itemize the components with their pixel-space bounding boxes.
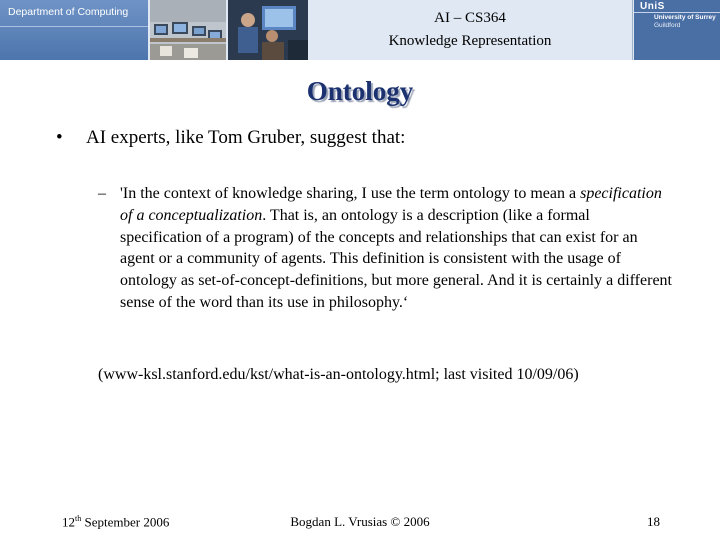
banner-divider [0,26,148,27]
students-photo [228,0,308,60]
unis-logo: UniS [640,1,665,12]
course-name: Knowledge Representation [388,33,552,49]
dash-icon: – [98,185,106,202]
bullet-icon: • [56,127,63,148]
header-divider [632,0,633,60]
date-day: 12 [62,514,75,530]
quote-body: . That is, an ontology is a description (like a formal specification of a program) of the concepts and relationships that can exist for an agent or a community of agents. This definition is consistent with the usage of ontology as set-of-concept-definitions, but more general. And it is certainly a different sense of the word than its use in philosophy.‘ [120,206,672,311]
course-code: AI – CS364 [434,10,506,26]
bullet-text: AI experts, like Tom Gruber, suggest that: [86,127,406,148]
quote-emphasis: specification of a conceptualization [120,185,662,224]
department-banner [0,0,148,60]
footer-author: Bogdan L. Vrusias © 2006 [290,514,430,529]
university-location: Guildford [654,22,681,29]
students-image [228,0,308,60]
logo-divider [634,12,720,13]
quote-intro: 'In the context of knowledge sharing, I use the term ontology to mean a [120,185,581,202]
date-month-year: September 2006 [81,514,170,530]
page-number: 18 [647,514,660,529]
course-title-box [310,0,630,60]
slide-header [0,0,720,60]
main-bullet [56,126,676,150]
university-logo-block [634,0,720,60]
department-label: Department of Computing [8,6,129,18]
date-suffix: th [75,514,82,523]
source-citation: (www-ksl.stanford.edu/kst/what-is-an-ontology.html; last visited 10/09/06) [98,366,579,383]
slide-title: Ontology [306,76,414,106]
university-name: University of Surrey [654,14,716,21]
computer-lab-photo [150,0,226,60]
quote-text [120,183,672,314]
computer-lab-image [150,0,226,60]
